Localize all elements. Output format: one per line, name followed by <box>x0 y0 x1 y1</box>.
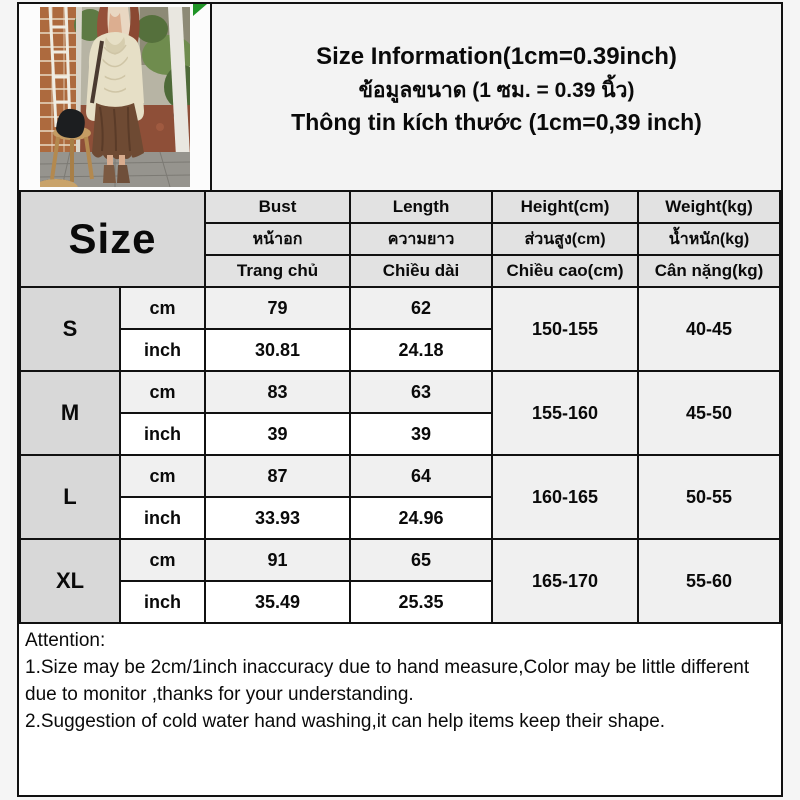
unit-cm: cm <box>120 287 205 329</box>
size-label-m: M <box>20 371 120 455</box>
unit-cm: cm <box>120 371 205 413</box>
attention-note-1: 1.Size may be 2cm/1inch inaccuracy due to hand measure,Color may be little different due to monitor ,thanks for your understanding. <box>25 657 750 705</box>
size-label-s: S <box>20 287 120 371</box>
header-bust-vi: Trang chủ <box>205 255 350 287</box>
s-length-cm: 62 <box>350 287 492 329</box>
xl-length-inch: 25.35 <box>350 581 492 623</box>
header-height-en: Height(cm) <box>492 191 638 223</box>
xl-length-cm: 65 <box>350 539 492 581</box>
m-bust-inch: 39 <box>205 413 350 455</box>
l-length-cm: 64 <box>350 455 492 497</box>
title-vietnamese: Thông tin kích thước (1cm=0,39 inch) <box>291 109 702 136</box>
xl-weight: 55-60 <box>638 539 780 623</box>
xl-bust-cm: 91 <box>205 539 350 581</box>
s-length-inch: 24.18 <box>350 329 492 371</box>
header-height-th: ส่วนสูง(cm) <box>492 223 638 255</box>
s-bust-cm: 79 <box>205 287 350 329</box>
product-photo-cell <box>19 4 212 190</box>
xl-bust-inch: 35.49 <box>205 581 350 623</box>
s-bust-inch: 30.81 <box>205 329 350 371</box>
l-weight: 50-55 <box>638 455 780 539</box>
m-length-inch: 39 <box>350 413 492 455</box>
l-length-inch: 24.96 <box>350 497 492 539</box>
unit-cm: cm <box>120 455 205 497</box>
top-section <box>19 4 781 190</box>
attention-note-2: 2.Suggestion of cold water hand washing,it can help items keep their shape. <box>25 711 666 732</box>
unit-cm: cm <box>120 539 205 581</box>
header-length-vi: Chiều dài <box>350 255 492 287</box>
m-bust-cm: 83 <box>205 371 350 413</box>
l-bust-cm: 87 <box>205 455 350 497</box>
header-length-en: Length <box>350 191 492 223</box>
title-english: Size Information(1cm=0.39inch) <box>316 43 677 71</box>
header-height-vi: Chiều cao(cm) <box>492 255 638 287</box>
unit-inch: inch <box>120 413 205 455</box>
l-bust-inch: 33.93 <box>205 497 350 539</box>
size-chart-frame <box>17 2 783 797</box>
size-info-title-block <box>212 4 781 190</box>
unit-inch: inch <box>120 497 205 539</box>
header-weight-vi: Cân nặng(kg) <box>638 255 780 287</box>
size-label-l: L <box>20 455 120 539</box>
title-thai: ข้อมูลขนาด (1 ซม. = 0.39 นิ้ว) <box>358 79 635 102</box>
attention-notes <box>19 624 781 795</box>
m-height: 155-160 <box>492 371 638 455</box>
size-table <box>19 190 781 624</box>
size-corner-header: Size <box>20 191 205 287</box>
header-weight-th: น้ำหนัก(kg) <box>638 223 780 255</box>
header-bust-th: หน้าอก <box>205 223 350 255</box>
s-height: 150-155 <box>492 287 638 371</box>
s-weight: 40-45 <box>638 287 780 371</box>
m-length-cm: 63 <box>350 371 492 413</box>
size-label-xl: XL <box>20 539 120 623</box>
header-weight-en: Weight(kg) <box>638 191 780 223</box>
model-photo <box>40 7 190 187</box>
attention-title: Attention: <box>25 630 106 651</box>
xl-height: 165-170 <box>492 539 638 623</box>
green-corner-marker <box>193 4 207 16</box>
l-height: 160-165 <box>492 455 638 539</box>
unit-inch: inch <box>120 329 205 371</box>
unit-inch: inch <box>120 581 205 623</box>
m-weight: 45-50 <box>638 371 780 455</box>
header-bust-en: Bust <box>205 191 350 223</box>
header-length-th: ความยาว <box>350 223 492 255</box>
